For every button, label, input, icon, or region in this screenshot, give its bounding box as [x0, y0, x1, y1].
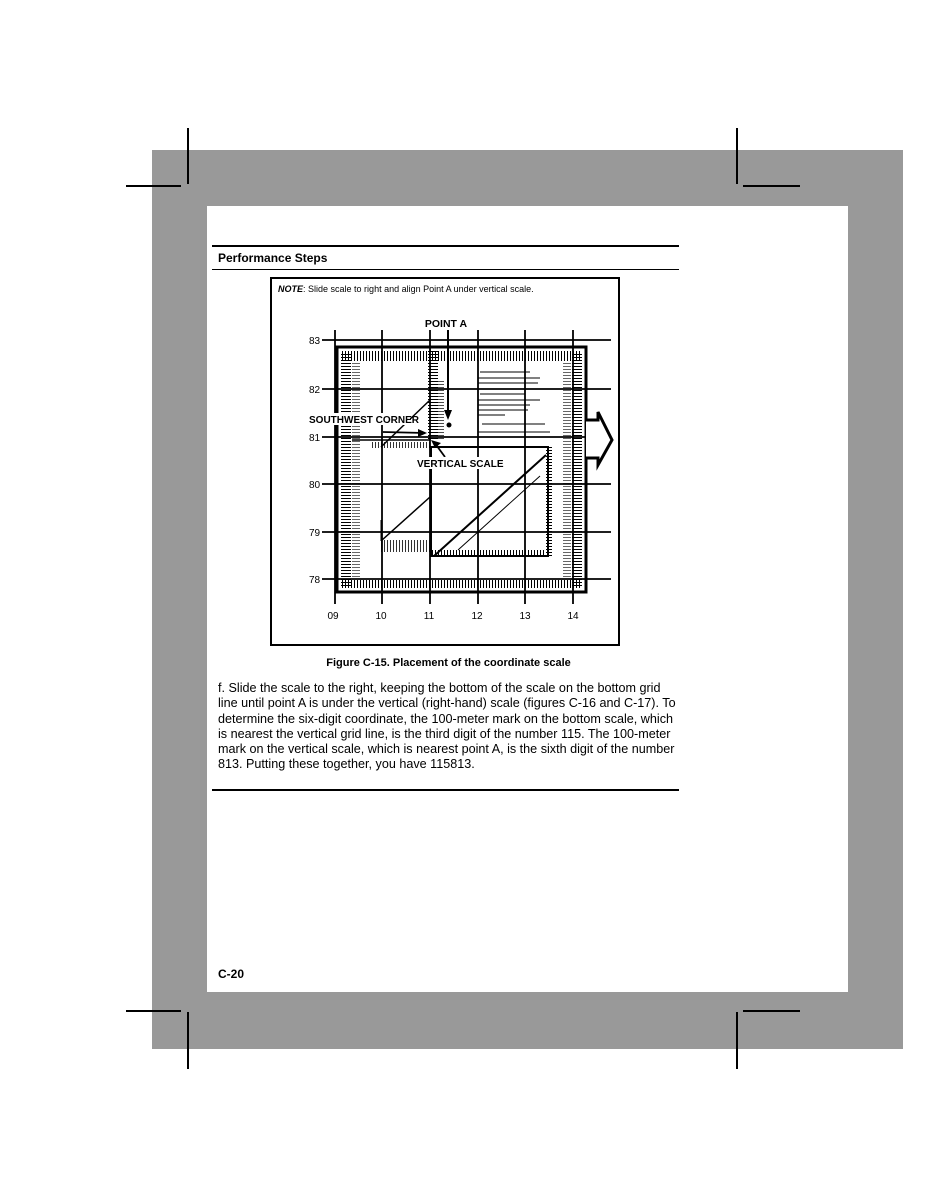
y-grid-labels	[309, 336, 321, 586]
top-tick-band	[342, 351, 581, 361]
note-label: NOTE	[278, 284, 304, 294]
figure-note: NOTE: Slide scale to right and align Point A under vertical scale.	[278, 284, 534, 294]
bottom-tick-band	[342, 580, 581, 588]
note-text: Slide scale to right and align Point A under vertical scale.	[308, 284, 534, 294]
x-label-13: 13	[519, 611, 531, 622]
section-end-rule	[212, 789, 679, 791]
x-label-09: 09	[327, 611, 339, 622]
figure-caption: Figure C-15. Placement of the coordinate scale	[326, 657, 571, 669]
x-label-10: 10	[375, 611, 387, 622]
y-label-83: 83	[309, 336, 321, 347]
southwest-corner-label: SOUTHWEST CORNER	[309, 415, 419, 426]
left-tick-band	[341, 353, 351, 586]
y-label-81: 81	[309, 433, 321, 444]
x-label-14: 14	[567, 611, 579, 622]
x-grid-labels	[327, 611, 579, 622]
vertical-scale-label: VERTICAL SCALE	[417, 459, 504, 470]
y-label-78: 78	[309, 575, 321, 586]
y-label-82: 82	[309, 385, 321, 396]
slide-direction-arrow	[586, 412, 612, 465]
y-label-80: 80	[309, 480, 321, 491]
x-label-11: 11	[423, 611, 435, 622]
point-a-dot	[447, 423, 452, 428]
point-a-label: POINT A	[424, 318, 468, 330]
page-number: C-20	[218, 967, 245, 981]
y-label-79: 79	[309, 528, 321, 539]
x-label-12: 12	[471, 611, 483, 622]
paragraph-f: f. Slide the scale to the right, keeping the bottom of the scale on the bottom grid line until point A is under the vertical (right-hand) scale (figures C-16 and C-17). To determine the six-digit coordinate, the 100-meter mark on the bottom scale, which is nearest the vertical grid line, is the third digit of the number 115. The 100-meter mark on the vertical scale, which is nearest point A, is the sixth digit of the number 813. Putting these together, you have 115813.	[218, 681, 676, 772]
section-header: Performance Steps	[218, 251, 328, 265]
